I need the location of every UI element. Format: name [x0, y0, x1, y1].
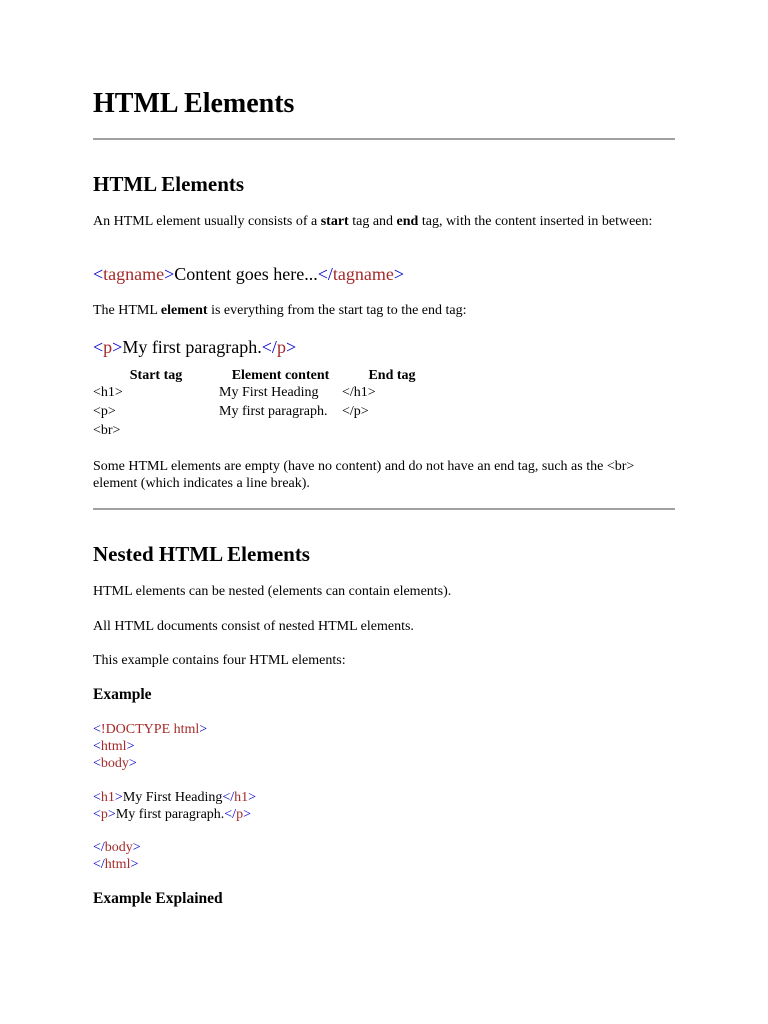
- tag-name: !DOCTYPE html: [100, 722, 200, 737]
- table-cell: My first paragraph.: [219, 404, 328, 419]
- bracket: <: [93, 337, 104, 357]
- code-line-body-close: [93, 839, 141, 856]
- example-label: Example: [93, 686, 152, 703]
- tag-name: p: [236, 807, 244, 822]
- code-line-p: [93, 806, 251, 823]
- intro-text: An HTML element usually consists of a: [93, 214, 321, 229]
- bracket: </: [222, 790, 235, 805]
- table-header: Element content: [231, 368, 330, 383]
- nested-paragraph-2: All HTML documents consist of nested HTML elements.: [93, 619, 414, 634]
- bracket: <: [93, 807, 101, 822]
- intro-text: tag, with the content inserted in between:: [418, 214, 653, 229]
- table-row: [93, 404, 442, 423]
- tag-name: body: [104, 840, 133, 855]
- example-explained-label: Example Explained: [93, 890, 223, 907]
- code-line-body: [93, 755, 137, 772]
- intro-end-bold: end: [396, 214, 419, 229]
- bracket: >: [243, 807, 251, 822]
- code-line-h1: [93, 789, 256, 806]
- code-text: My first paragraph.: [115, 807, 225, 822]
- bracket: <: [93, 756, 101, 771]
- nested-paragraph-3: This example contains four HTML elements:: [93, 653, 346, 668]
- example-syntax-line: [93, 337, 296, 358]
- table-cell: <br>: [93, 423, 121, 438]
- bracket: </: [93, 857, 105, 872]
- bracket: </: [224, 807, 237, 822]
- bracket: <: [93, 722, 101, 737]
- syntax-line: [93, 264, 404, 285]
- syntax-content: Content goes here...: [174, 264, 318, 284]
- code-line-html: [93, 738, 134, 755]
- empty-elements-note: Some HTML elements are empty (have no content) and do not have an end tag, such as the <br> element (which indicates a line break).: [93, 459, 635, 491]
- intro-paragraph: [93, 213, 668, 230]
- table-cell: [342, 423, 442, 442]
- tag-name: html: [104, 857, 131, 872]
- section-heading-html-elements: HTML Elements: [93, 172, 245, 196]
- bracket: >: [107, 807, 116, 822]
- bracket: >: [132, 840, 141, 855]
- code-text: My First Heading: [122, 790, 223, 805]
- section-heading-nested: Nested HTML Elements: [93, 542, 310, 566]
- bracket: >: [114, 790, 123, 805]
- element-paragraph: [93, 302, 668, 319]
- tag-name: p: [103, 337, 113, 357]
- nested-paragraph-1: HTML elements can be nested (elements can contain elements).: [93, 584, 452, 599]
- table-cell: [219, 423, 342, 442]
- table-cell: My First Heading: [219, 385, 319, 400]
- code-line-html-close: [93, 856, 138, 873]
- table-cell: <p>: [93, 404, 116, 419]
- intro-start-bold: start: [320, 214, 349, 229]
- bracket: >: [130, 857, 139, 872]
- table-cell: <h1>: [93, 385, 123, 400]
- bracket: >: [248, 790, 257, 805]
- bracket: >: [164, 264, 175, 284]
- bracket: >: [126, 739, 135, 754]
- bracket: >: [128, 756, 137, 771]
- bracket: <: [93, 790, 101, 805]
- table-header: End tag: [368, 368, 416, 383]
- page-title: HTML Elements: [93, 88, 295, 119]
- bracket: >: [285, 337, 297, 357]
- tag-name: p: [276, 337, 286, 357]
- element-text: The HTML: [93, 303, 161, 318]
- element-bold: element: [160, 303, 208, 318]
- tag-table: [93, 367, 442, 442]
- tag-name: html: [100, 739, 127, 754]
- table-row: [93, 423, 442, 442]
- element-text: is everything from the start tag to the end tag:: [207, 303, 467, 318]
- bracket: </: [93, 840, 105, 855]
- divider: [93, 508, 675, 510]
- tag-name: p: [100, 807, 108, 822]
- table-cell: </h1>: [342, 385, 376, 400]
- bracket: </: [317, 264, 333, 284]
- intro-text: tag and: [348, 214, 397, 229]
- table-header-row: [93, 367, 442, 385]
- tag-name: h1: [100, 790, 115, 805]
- bracket: >: [393, 264, 405, 284]
- bracket: <: [93, 739, 101, 754]
- code-line-doctype: [93, 721, 207, 738]
- tag-name: body: [100, 756, 129, 771]
- table-cell: </p>: [342, 404, 369, 419]
- syntax-content: My first paragraph.: [122, 337, 262, 357]
- bracket: >: [199, 722, 208, 737]
- tag-name: tagname: [103, 264, 165, 284]
- bracket: >: [112, 337, 123, 357]
- table-row: [93, 385, 442, 404]
- divider: [93, 138, 675, 140]
- bracket: <: [93, 264, 104, 284]
- table-header: Start tag: [129, 368, 183, 383]
- bracket: </: [261, 337, 277, 357]
- tag-name: h1: [234, 790, 249, 805]
- tag-name: tagname: [332, 264, 394, 284]
